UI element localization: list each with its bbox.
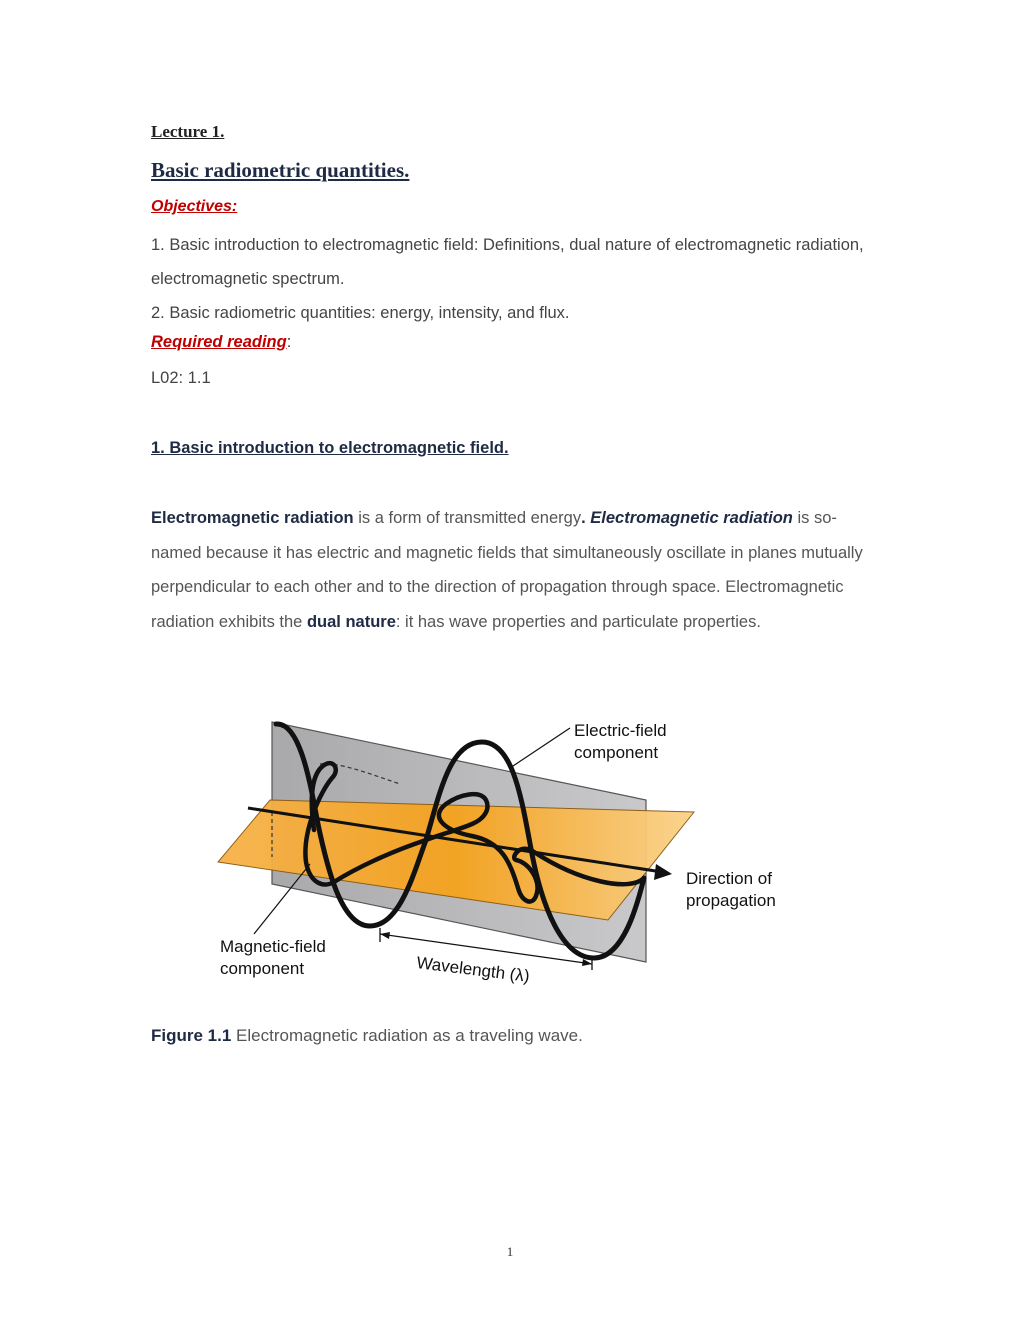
- section-heading: 1. Basic introduction to electromagnetic field.: [151, 439, 509, 457]
- figure-number: Figure 1.1: [151, 1026, 232, 1045]
- arrow-head-icon: [654, 864, 672, 880]
- electric-field-label: Electric-field component: [574, 721, 667, 762]
- required-reading-heading: Required reading: [151, 333, 287, 351]
- term-electromagnetic-radiation-italic: Electromagnetic radiation: [585, 509, 793, 527]
- para-text-3: : it has wave properties and particulate properties.: [395, 613, 761, 632]
- figure-caption: [151, 1026, 583, 1046]
- para-text-2: is so-named because it has electric and magnetic fields that simultaneously oscillate in planes mutually perpendicular to each other and to the direction of propagation through space. Electromagnetic radiation exhibits the: [151, 509, 863, 632]
- term-dual-nature: dual nature: [306, 613, 396, 632]
- objective-item: 1. Basic introduction to electromagnetic field: Definitions, dual nature of electromagnetic radiation, electromagnetic spectrum.: [151, 236, 864, 288]
- objective-item: 2. Basic radiometric quantities: energy, intensity, and flux.: [151, 304, 570, 322]
- em-wave-figure: [210, 712, 820, 996]
- lecture-label: Lecture 1.: [151, 122, 225, 141]
- body-paragraph: [151, 501, 871, 640]
- para-period: .: [581, 509, 586, 527]
- objectives-heading: Objectives:: [151, 198, 238, 215]
- para-text-1: is a form of transmitted energy: [353, 509, 582, 527]
- required-reading-value: L02: 1.1: [151, 369, 211, 387]
- caption-text: Electromagnetic radiation as a traveling wave.: [231, 1026, 583, 1045]
- direction-label: Direction of propagation: [686, 869, 776, 910]
- wavelength-label: Wavelength (λ): [415, 953, 531, 986]
- required-reading-colon: :: [286, 333, 292, 351]
- objectives-list: [151, 228, 881, 330]
- term-electromagnetic-radiation: Electromagnetic radiation: [151, 509, 354, 527]
- page-number: 1: [506, 1244, 514, 1259]
- magnetic-field-label: Magnetic-field component: [220, 937, 326, 978]
- required-reading-line: [151, 333, 291, 352]
- document-title: Basic radiometric quantities.: [151, 158, 410, 182]
